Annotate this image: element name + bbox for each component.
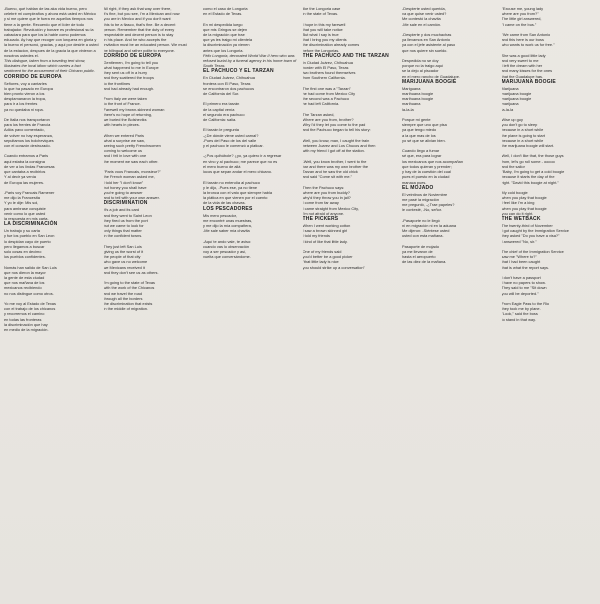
footnote: Félix Longoria, decorated World War II hero who was refused burial by a funeral agency in his home town of South Texas.: [203, 52, 297, 69]
section-heading: THE PACHUCO AND THE TARZAN: [302, 52, 389, 59]
section-heading: THE PICKERS: [302, 215, 339, 222]
lyric-text: It's a job and its card and they went to Saint Leon they fired us from the port but we came to look for only things that matter in the confident towns. They just left San Luis giving us the worst of it the people of that city who gave us no welcome we Mexicans received it and they don't see us as others. I'm going to the state of Texas with the work of the Chicanos and we travel the road through all the borders the discrimination that exists in the middle of migration.: [103, 207, 159, 312]
section-heading: LA DISCRIMINACIÓN: [4, 221, 58, 228]
section-heading: EL PACHUCO Y EL TARZAN: [203, 68, 274, 75]
text-column-2: [104, 6, 199, 604]
section-heading: LOS PESCADORES: [203, 205, 253, 212]
lyric-text: -Despierte usted querida, va que quise venir usted? Me contestó la chavita -Me sale en el camión. -Despierte y dos muchachas ya llevamos en San Antonio ya con el jefe asistente al paso que nos quiere sin sueldo. Despedida no se doy porque no la traigo aquí se la dejo al piscador en el mero rancho de Guadalupe.: [402, 6, 460, 79]
lyric-text: When I went working cotton I saw a brown skinned girl I told my friends I kind of like that little lady. One of my friends said you'd better be a good picker "that little lady is nice you should strike up a conversation": [302, 222, 365, 270]
section-heading: MARIJUANA BOOGIE: [402, 78, 457, 85]
lyric-text: Marijuana marijuana boogie marijuana boogie marijuana la-la-la Wise up guy you don't go to sleep because in a short while the plane is going to start because in a short while the marijuana boogie will start. Well, I don't like that, the those guys from, let's go roll some - ooooo and the sailor "Baby, I'm going to get a cold boogie because it starts the day of the right. "David this boogie at night." My cold boogie when you play that boogie I feel like I'm a king when you play that boogie you can do it right.: [501, 85, 565, 216]
lyric-text: Gentlemen, I'm going to tell you what happened to me in Europe they sent us off in a hurry and they scattered the troops to the frontlines and had already had enough. From Italy we were taken to the front of France. Farewell my brown-skinned woman there's no hope of returning, we buried the Bolsheviks with hearts in pieces. When we entered Paris what a surprise we saw, seeing such pretty Frenchwomen coming to welcome us and I fell in love with one the moment we saw each other. "Paris voos Francais, monsieur?" the French woman asked me, I told her "I don't know" but honey you shall have you're going to answer and to tell with your own answer.: [103, 59, 165, 201]
lyric-text: like the Longoria case in the state of Texas. I hope in this my farewell that you will take notice But what I say is true that I bring you my clients the discrimination already comes before the Longorias.: [302, 6, 360, 53]
text-column-3: [203, 6, 298, 604]
footnote: This dialogue, taken from a traveling tent show, illustrates the local idiom which carries a fact sentiment for the amusement of their Chicano public.: [4, 58, 96, 74]
text-column-5: [402, 6, 497, 604]
lyric-text: En Ciudad Juárez, Chihuahua frontera con El Paso, Texas se encontraron dos pachucos de California del Sur. El primero era tarzán de la capital venía el segundo era pachuco de California: salía. El tarzán le pregunta -¿De dónde viene usted carnal? -Pues del Paso de los del valle y el pachuco le comenzó a platicar. -¿Pos quihúbole? ¿yo, ya quiero ir a regresar en vino y al pachuco; me parece que no es el mero bueno de allá locos que sepan andar el mero chicano. El tarzán no entendía al pachuco y le dijo, -Pues ese, ya no tiene la bronca con el vato que siempre habla la plática en que vienen por el cuento de la vida de las chavas.: [203, 75, 282, 206]
section-heading: THE WETBACK: [501, 215, 541, 222]
lyric-text: Mis mero pescador, me encontré unas muestras, y me dijo la mía compañera, -Me sale saber mía chavita -Aquí te ando vale, te aviso: cuando vas lo observación voy a ser pescador y así, vuelta que conversándome.: [203, 212, 253, 260]
lyric-text: The twenty-third of November I got caught by the Immigration Service they asked "Do you have a visa?" I answered "No, sir." The chief of the Immigration Service saw me "Where to?" that I had been caught that is what the report says. I don't have a passport I have no papers to show. They said to me "Sit down you will be deported." From Eagle Pass to the Rio they took me by plane. "Look," said the boss to stand in that way.: [501, 222, 569, 322]
lyric-text: Señores, voy a cantarles lo que ha pasado en Europa bien pronto vieron a los desplamanaron la tropa, para ir a los frentes ya no quedaba ni ropa. De Italia nos transportaron para los frentes de Francia Adiós pavo comentado, de volver no hay esperanza, sepultamos los bolcheviques con el corazón destrozado. Cuando entramos a Paris aqui estaba la consigna de ver a los lindas Francesas que cantaba a recibirlos Y al decir ya venía de Europa las mujeres. -Paris voy Francais Ramener me dijo la Francesita Y yo le dije: Mis sol, para ambrase conquiste venir como lo que usted la respuesta en mis carta.: [4, 80, 55, 221]
section-heading: EL MOJADO: [402, 184, 434, 191]
lyric-text: Mariguana marihuana boogie marihuana boogie marihuana la-la-la Porque mi gente siempre que uno que pisa ya que tengo miedo a la que mas de los yo sé que se alivian bien. Cuando llego a fumar sé que, era para lograr los mexicanos que nos acompañan que todos quieran y prender; y hay de la cuestión del cual pues el puesto en la ciudad manaca pues.: [402, 85, 463, 185]
text-column-1: [4, 6, 99, 604]
lyric-text: Un trabajo y su carta y fue los pueblo en San Leon lo despidan cayo de puerto pero llegamos a buscar solo cosas en decimo los pueblos confidentes. Nomás han salido de San Luis que nos dieron la mayor la gente de esta ciudad que nos mañana de los mexicanos recibiendo no nos distingue como otros. Yo me voy al Estado de Texas con el trabajo de los chicanos y recorremos el camino en todas las fronteras la discriminación que hay en medio de la migración.: [4, 228, 57, 332]
text-column-6: [502, 6, 597, 604]
lyric-text: "Excuse me, young lady where are you from?" The little girl answered, "I came on the bus." "We came from San Antonio and this here is our boss who wants to work us for free." She was a good little lady and very sweet to me I left the dream with her and many kisses for the ones that the Guadalupe has.: [501, 6, 555, 79]
section-heading: CORRIDO DE EUROPA: [4, 73, 62, 80]
text-column-4: [303, 6, 398, 604]
lyric-text: In Ciudad Juárez, Chihuahua border with El Paso, Texas two brothers found themselves from Southern California. The first one was a "Tarzan" he had come from Mexico City the second was a Pachuco he had left California. The Tarzan asked, Where are you from, brother? Why I'd they let you come to the pad and the Pachuco began to tell his story: Well, you know, man, I caught the train between Juarez and Los Chucos and then with my friend I got off at the station. -Well, you know brother, I went to the bar and there was my own brother the Tarzan and he saw the old chick and said "Come sit with me." Then the Pachuco says: where are you from buddy? why'd they throw you in jail? I come from far away I came straight from Mexico City, I'm not afraid of anyone.: [302, 59, 376, 216]
lyric-text: All right, if they ask that way over there, it's fine, but you see, I'm a Mexican and now you are in Mexico and if you don't want this to be a fiasco, that's fine. Be a decent person. Remember that the duty of every respectable and decent person is to stay in his place. And he who accepts the invitation must be an educated person. We must be bilingual and rather polite to everyone.: [103, 6, 187, 53]
section-heading: MARIJUANA BOOGIE: [501, 78, 556, 85]
lyric-text: El veintinos de Noviembre me pasé la migración me preguntó, -¿Trae papeles? le contesté, -No, señor. -Pasaporte no le llegó ni en migración ni en la aduana Me dijeron: -Siéntese usted usted con esta mañana. Pasaporte de mojado ya me llevaron de hasta el aeropuerto de las diez de la mañana.: [402, 191, 457, 265]
section-heading: DISCRIMINATION: [103, 200, 148, 207]
lyric-text: como el caso de Longoria en el Estado de Texas. En mi despedida luego que mis Gringos se dejen de la migración que trae que ya les traigo mi clientela la discriminación ya vienen antes que los Longoria.: [203, 6, 253, 53]
lyric-text: -Bueno, qué hablan de las aka vida bueno, pero celebré mi cumpleaños y ahora está usted en México y si me quiere que le fuera en aquellos tiempos nos tiene a la gente. Recuerdo que el líder de todo trabajador. Revolución y bonare es profesional su la cabaciara para que los la hable como podemos educado. Ay hay que recoger con lorquera en gloria y la bueno el personó, gracias, y aqui por desirle a usted de la estacion, despues de la gracia la que vinieron a nosotros ustedes el.: [4, 6, 99, 58]
section-heading: CORRIDO DE EUROPA: [103, 52, 162, 59]
